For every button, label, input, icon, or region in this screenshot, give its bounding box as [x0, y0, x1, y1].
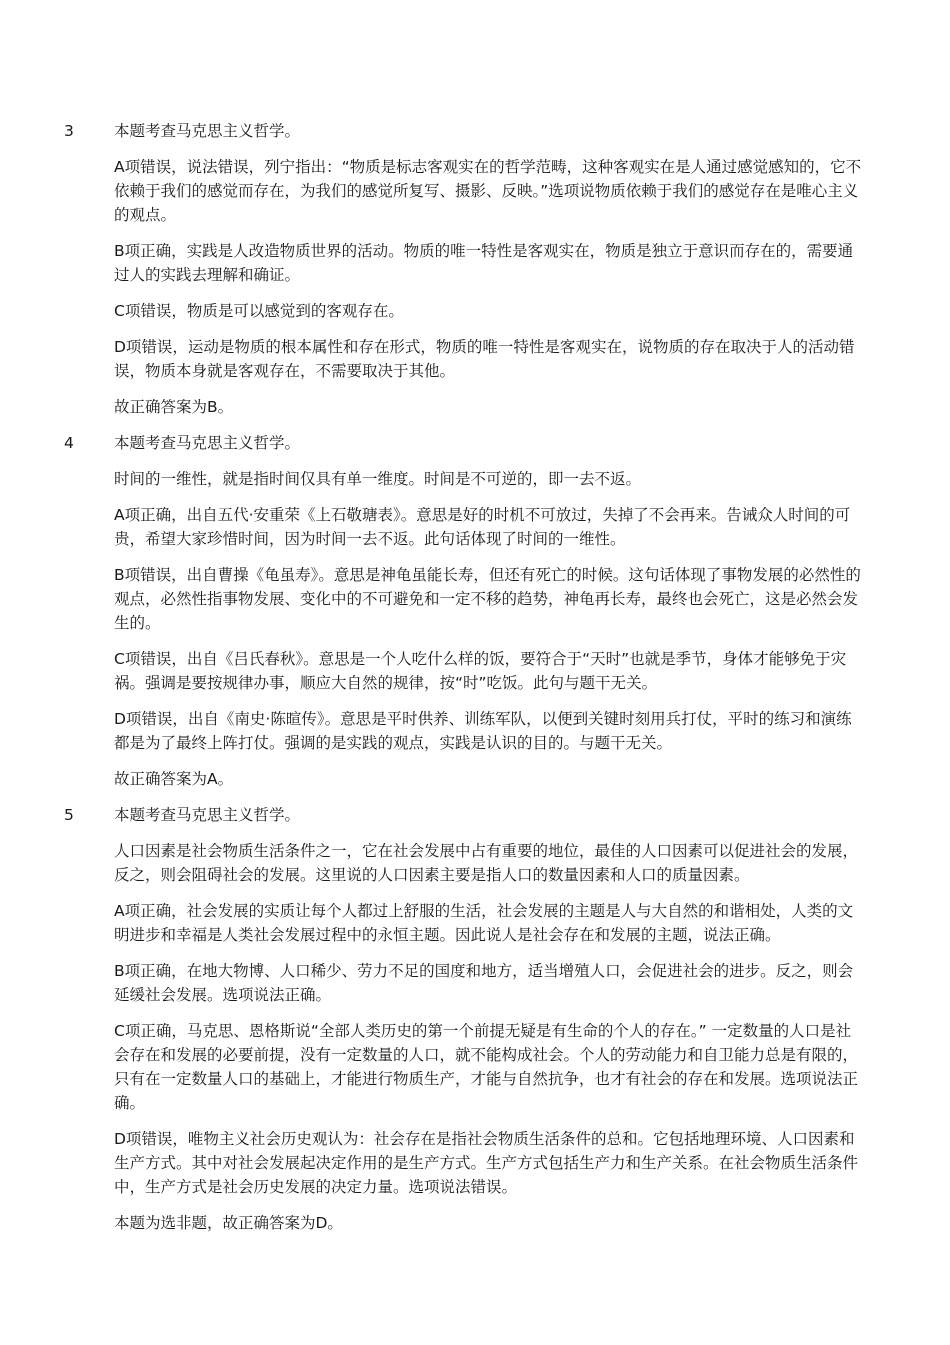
question-title: 本题考查马克思主义哲学。	[114, 806, 301, 824]
correct-answer: 故正确答案为A。	[114, 770, 234, 788]
explanation-option-c: C项错误，物质是可以感觉到的客观存在。	[114, 302, 404, 320]
question-title: 本题考查马克思主义哲学。	[114, 434, 301, 452]
explanation-option-a: A项错误，说法错误，列宁指出：“物质是标志客观实在的哲学范畴，这种客观实在是人通过感觉感知的，它不依赖于我们的感觉而存在，为我们的感觉所复写、摄影、反映。”选项说物质依赖于我们的感觉存在是唯心主义的观点。	[114, 158, 862, 224]
explanation-option-c: C项正确，马克思、恩格斯说“全部人类历史的第一个前提无疑是有生命的个人的存在。” 一定数量的人口是社会存在和发展的必要前提，没有一定数量的人口，就不能构成社会。个人的劳动能力和自卫能力总是有限的，只有在一定数量人口的基础上，才能进行物质生产，才能与自然抗争，也才有社会的存在和发展。选项说法正确。	[114, 1022, 859, 1112]
explanation-option-d: D项错误，运动是物质的根本属性和存在形式，物质的唯一特性是客观实在，说物质的存在取决于人的活动错误，物质本身就是客观存在，不需要取决于其他。	[114, 338, 855, 380]
question-3	[0, 119, 950, 419]
question-header	[0, 803, 950, 827]
explanation-option-b: B项正确，在地大物博、人口稀少、劳力不足的国度和地方，适当增殖人口，会促进社会的进步。反之，则会延缓社会发展。选项说法正确。	[114, 962, 854, 1004]
question-title: 本题考查马克思主义哲学。	[114, 122, 301, 140]
explanation-option-d: D项错误，唯物主义社会历史观认为：社会存在是指社会物质生活条件的总和。它包括地理环境、人口因素和生产方式。其中对社会发展起决定作用的是生产方式。生产方式包括生产力和生产关系。在社会物质生活条件中，生产方式是社会历史发展的决定力量。选项说法错误。	[114, 1130, 859, 1196]
explanation-option-a: A项正确，社会发展的实质让每个人都过上舒服的生活，社会发展的主题是人与大自然的和谐相处，人类的文明进步和幸福是人类社会发展过程中的永恒主题。因此说人是社会存在和发展的主题，说法正确。	[114, 902, 854, 944]
explanation-intro: 人口因素是社会物质生活条件之一，它在社会发展中占有重要的地位，最佳的人口因素可以促进社会的发展，反之，则会阻碍社会的发展。这里说的人口因素主要是指人口的数量因素和人口的质量因素。	[114, 842, 859, 884]
explanation-option-b: B项错误，出自曹操《龟虽寿》。意思是神龟虽能长寿，但还有死亡的时候。这句话体现了事物发展的必然性的观点，必然性指事物发展、变化中的不可避免和一定不移的趋势，神龟再长寿，最终也会死亡，这是必然会发生的。	[114, 566, 861, 632]
explanation-intro: 时间的一维性，就是指时间仅具有单一维度。时间是不可逆的，即一去不返。	[114, 470, 642, 488]
question-5	[0, 803, 950, 1235]
question-number: 3	[64, 122, 74, 140]
explanation-option-b: B项正确，实践是人改造物质世界的活动。物质的唯一特性是客观实在，物质是独立于意识而存在的，需要通过人的实践去理解和确证。	[114, 242, 854, 284]
explanation-option-a: A项正确，出自五代·安重荣《上石敬瑭表》。意思是好的时机不可放过，失掉了不会再来。告诫众人时间的可贵，希望大家珍惜时间，因为时间一去不返。此句话体现了时间的一维性。	[114, 506, 851, 548]
explanation-option-c: C项错误，出自《吕氏春秋》。意思是一个人吃什么样的饭，要符合于“天时”也就是季节，身体才能够免于灾祸。强调是要按规律办事，顺应大自然的规律，按“时”吃饭。此句与题干无关。	[114, 650, 847, 692]
question-number: 5	[64, 806, 74, 824]
correct-answer: 故正确答案为B。	[114, 398, 234, 416]
question-4	[0, 431, 950, 791]
question-number: 4	[64, 434, 74, 452]
question-header	[0, 431, 950, 455]
explanation-option-d: D项错误，出自《南史·陈暄传》。意思是平时供养、训练军队，以便到关键时刻用兵打仗，平时的练习和演练都是为了最终上阵打仗。强调的是实践的观点，实践是认识的目的。与题干无关。	[114, 710, 852, 752]
answer-explanations	[0, 119, 950, 1247]
correct-answer: 本题为选非题，故正确答案为D。	[114, 1214, 343, 1232]
question-header	[0, 119, 950, 143]
